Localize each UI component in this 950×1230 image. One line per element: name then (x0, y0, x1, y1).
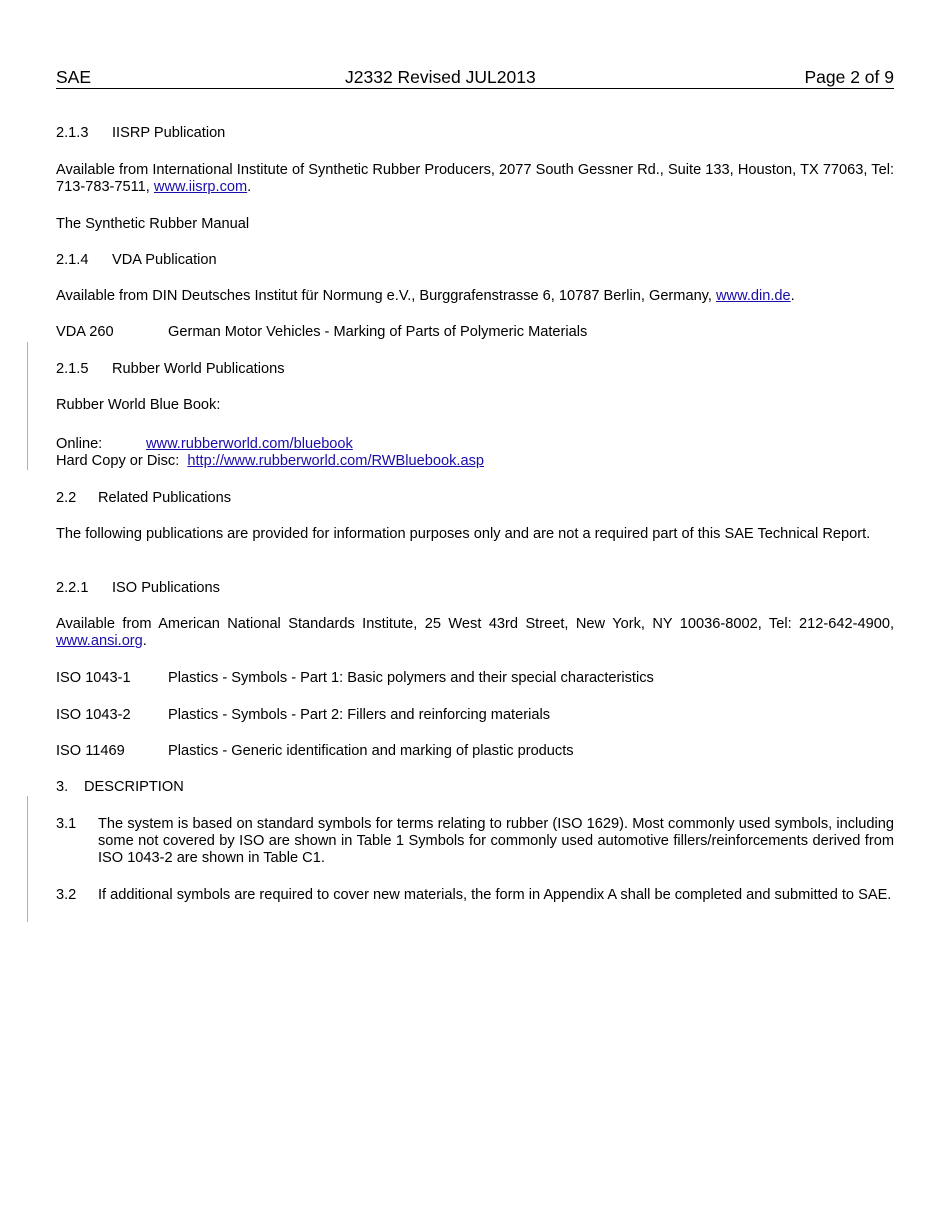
bluebook-hard-copy-link[interactable]: http://www.rubberworld.com/RWBluebook.asp (187, 453, 484, 469)
paragraph-number: 3.2 (56, 887, 77, 903)
document-title: The Synthetic Rubber Manual (56, 216, 250, 232)
availability-paragraph: Available from DIN Deutsches Institut für Normung e.V., Burggrafenstrasse 6, 10787 Berlin, Germany, www.din.de. (56, 288, 795, 304)
paragraph-text: If additional symbols are required to cover new materials, the form in Appendix A shall be completed and submitted to SAE. (98, 887, 892, 903)
section-heading (56, 252, 894, 269)
section-number: 2.1.4 (56, 252, 89, 268)
availability-paragraph: Available from American National Standards Institute, 25 West 43rd Street, New York, NY 10036-8002, Tel: 212-642-4900, www.ansi.org. (56, 616, 894, 649)
section-number: 3. (56, 779, 69, 795)
paragraph-text: The system is based on standard symbols for terms relating to rubber (ISO 1629). Most commonly used symbols, including some not covered by ISO are shown in Table 1 Symbols for commonly used automotive fillers/reinforcements derived from ISO 1043-2 are shown in Table C1. (98, 816, 894, 866)
paragraph-number: 3.1 (56, 816, 77, 832)
section-heading (56, 361, 894, 378)
reference-code: ISO 11469 (56, 743, 125, 759)
section-title: Related Publications (98, 490, 232, 506)
reference-entry (56, 743, 894, 760)
din-link[interactable]: www.din.de (716, 288, 791, 304)
reference-code: ISO 1043-1 (56, 670, 131, 686)
section-heading (56, 779, 894, 796)
section-title: VDA Publication (112, 252, 217, 268)
reference-title: Plastics - Symbols - Part 2: Fillers and reinforcing materials (168, 707, 550, 723)
reference-title: Plastics - Generic identification and marking of plastic products (168, 743, 574, 759)
revision-bar (27, 796, 28, 922)
section-number: 2.1.5 (56, 361, 89, 377)
header-page-number: Page 2 of 9 (804, 67, 894, 87)
reference-code: ISO 1043-2 (56, 707, 131, 723)
revision-bar (27, 342, 28, 470)
ansi-link[interactable]: www.ansi.org (56, 633, 143, 649)
numbered-paragraph (56, 816, 894, 867)
section-title: Rubber World Publications (112, 361, 285, 377)
reference-entry (56, 324, 894, 341)
reference-title: Plastics - Symbols - Part 1: Basic polymers and their special characteristics (168, 670, 654, 686)
online-line (56, 436, 894, 453)
section-title: DESCRIPTION (84, 779, 184, 795)
sub-heading: Rubber World Blue Book: (56, 397, 221, 413)
header-doc-id: J2332 Revised JUL2013 (345, 67, 536, 87)
hard-copy-line (56, 453, 894, 470)
page-header (56, 66, 894, 89)
reference-entry (56, 707, 894, 724)
section-title: ISO Publications (112, 580, 220, 596)
section-heading (56, 580, 894, 597)
numbered-paragraph (56, 887, 894, 904)
related-publications-paragraph: The following publications are provided for information purposes only and are not a required part of this SAE Technical Report. (56, 526, 871, 542)
availability-paragraph: Available from International Institute of Synthetic Rubber Producers, 2077 South Gessner Rd., Suite 133, Houston, TX 77063, Tel: 713-783-7511, www.iisrp.com. (56, 162, 894, 195)
iisrp-link[interactable]: www.iisrp.com (153, 179, 248, 195)
reference-entry (56, 670, 894, 687)
section-title: IISRP Publication (112, 125, 226, 141)
section-heading (56, 490, 894, 507)
reference-title: German Motor Vehicles - Marking of Parts of Polymeric Materials (168, 324, 588, 340)
bluebook-online-link[interactable]: www.rubberworld.com/bluebook (146, 436, 353, 452)
section-number: 2.2 (56, 490, 77, 506)
hard-copy-label: Hard Copy or Disc: (56, 453, 180, 469)
online-label: Online: (56, 436, 103, 452)
section-number: 2.2.1 (56, 580, 89, 596)
section-number: 2.1.3 (56, 125, 89, 141)
reference-code: VDA 260 (56, 324, 114, 340)
section-heading (56, 125, 894, 142)
header-org: SAE (56, 67, 92, 87)
